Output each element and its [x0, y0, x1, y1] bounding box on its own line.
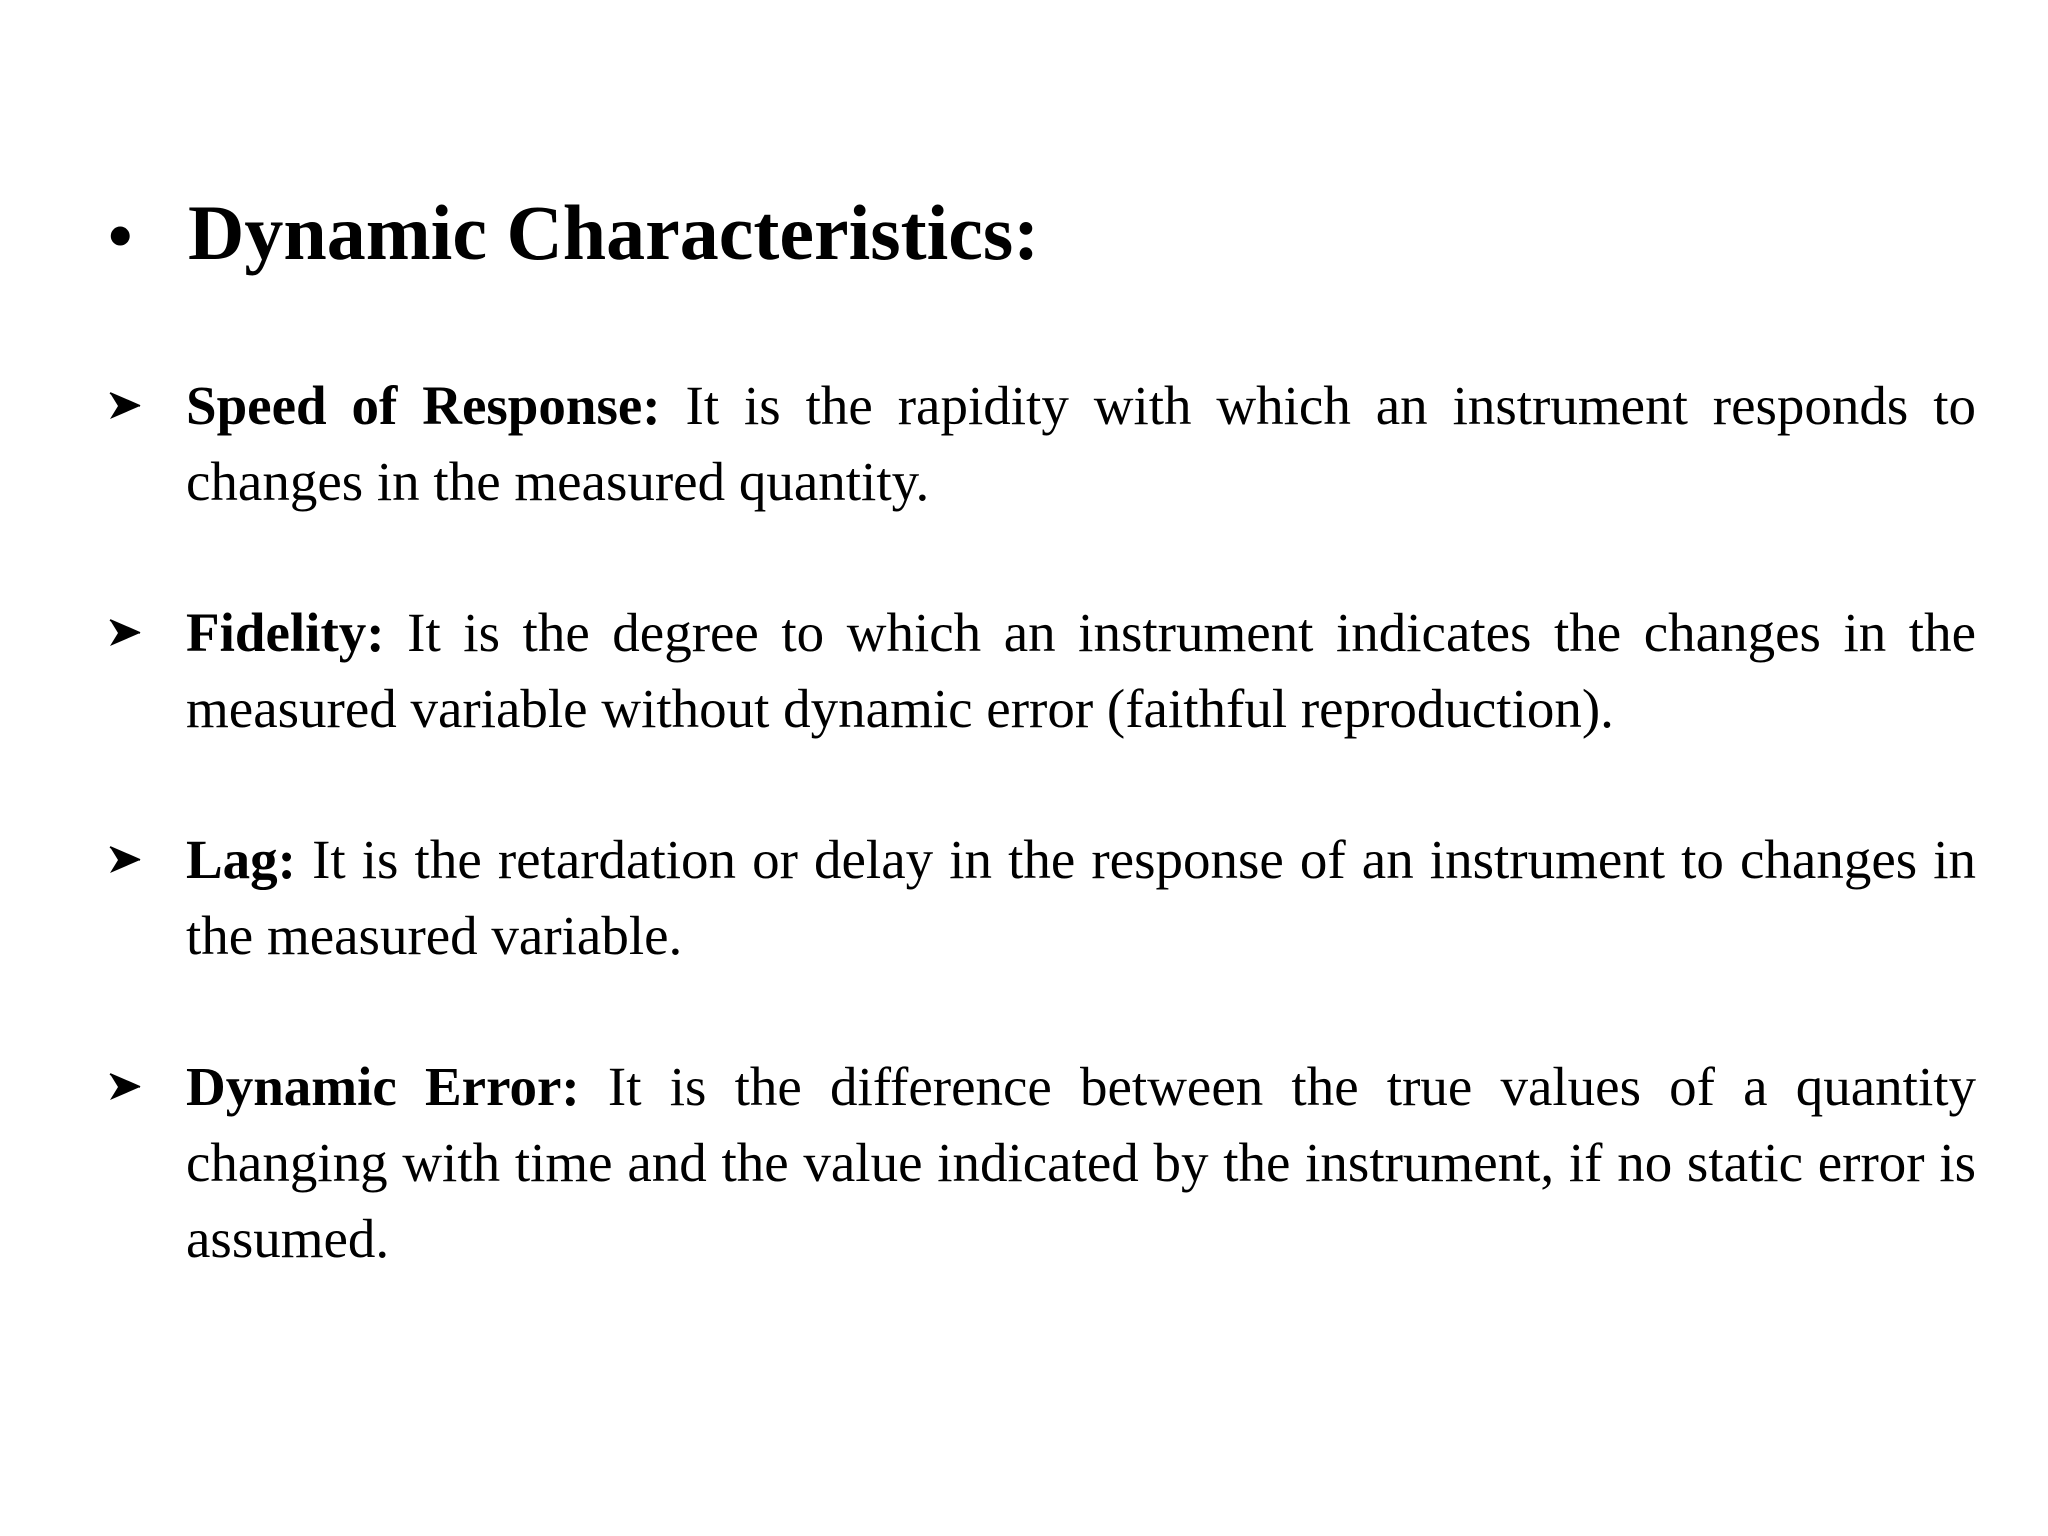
list-item-lag: [108, 822, 1988, 974]
list-item-speed-of-response: [108, 368, 1988, 520]
heading-bullet: •: [108, 198, 133, 275]
definition-text: It is the degree to which an instrument indicates the changes in the measured variable without dynamic error (faithful reproduction).: [186, 602, 1976, 739]
list-item-body: [186, 595, 1976, 747]
list-item-body: [186, 822, 1976, 974]
definition-text: It is the retardation or delay in the response of an instrument to changes in the measured variable.: [186, 829, 1976, 966]
term-label: Lag:: [186, 829, 296, 890]
arrowhead-bullet-icon: [108, 368, 186, 444]
list-item-body: [186, 368, 1976, 520]
heading-row: [108, 190, 1988, 276]
arrowhead-bullet-icon: [108, 1049, 186, 1125]
term-label: Fidelity:: [186, 602, 385, 663]
list-item-dynamic-error: [108, 1049, 1988, 1277]
page-title: Dynamic Characteristics:: [188, 189, 1040, 276]
definition-text: It is the rapidity with which an instrument responds to changes in the measured quantity.: [186, 375, 1977, 512]
arrowhead-bullet-icon: [108, 595, 186, 671]
term-label: Dynamic Error:: [186, 1056, 580, 1117]
definition-text: It is the difference between the true values of a quantity changing with time and the value indicated by the instrument, if no static error is assumed.: [186, 1056, 1977, 1269]
list-item-body: [186, 1049, 1976, 1277]
arrowhead-bullet-icon: [108, 822, 186, 898]
characteristics-list: [108, 368, 1988, 1352]
term-label: Speed of Response:: [186, 375, 661, 436]
list-item-fidelity: [108, 595, 1988, 747]
